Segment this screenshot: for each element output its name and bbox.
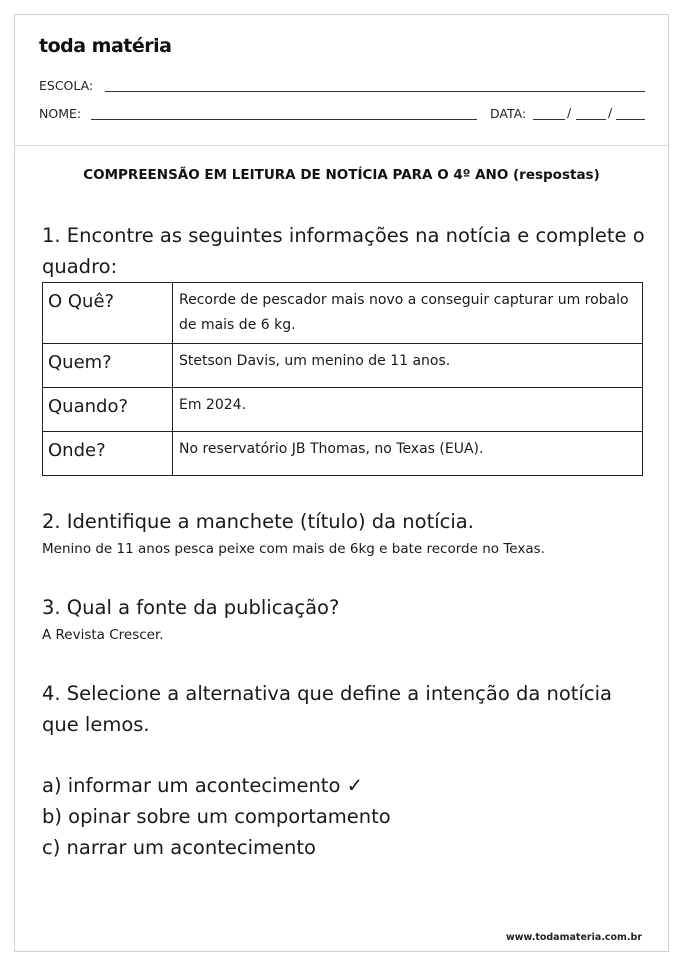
option-b: b) opinar sobre um comportamento	[42, 805, 391, 828]
table-row	[43, 388, 643, 432]
table-row	[43, 344, 643, 388]
answer-2: Menino de 11 anos pesca peixe com mais de 6kg e bate recorde no Texas.	[42, 541, 545, 557]
data-year-line	[616, 119, 645, 120]
answer-3: A Revista Crescer.	[42, 627, 164, 643]
page-title: COMPREENSÃO EM LEITURA DE NOTÍCIA PARA O 4º ANO (respostas)	[83, 167, 600, 183]
data-label: DATA:	[490, 106, 527, 121]
table-value: Recorde de pescador mais novo a conseguir capturar um robalo de mais de 6 kg.	[173, 283, 643, 344]
table-row	[43, 432, 643, 476]
table-value: Stetson Davis, um menino de 11 anos.	[173, 344, 643, 388]
data-month-line	[576, 119, 606, 120]
date-separator: /	[567, 105, 572, 120]
table-key: Quem?	[43, 344, 173, 388]
table-value: Em 2024.	[173, 388, 643, 432]
question-3: 3. Qual a fonte da publicação?	[42, 596, 340, 619]
data-day-line	[533, 119, 565, 120]
table-key: Onde?	[43, 432, 173, 476]
worksheet-page	[14, 14, 669, 952]
escola-field-line	[105, 91, 645, 92]
info-table	[42, 282, 643, 476]
option-c: c) narrar um acontecimento	[42, 836, 316, 859]
nome-field-line	[91, 119, 477, 120]
table-value: No reservatório JB Thomas, no Texas (EUA).	[173, 432, 643, 476]
table-row	[43, 283, 643, 344]
date-separator: /	[608, 105, 613, 120]
footer-url: www.todamateria.com.br	[505, 932, 642, 943]
question-2: 2. Identifique a manchete (título) da notícia.	[42, 510, 474, 533]
option-a: a) informar um acontecimento ✓	[42, 774, 363, 797]
question-1: 1. Encontre as seguintes informações na notícia e complete o quadro:	[42, 224, 645, 278]
nome-label: NOME:	[39, 106, 82, 121]
table-key: O Quê?	[43, 283, 173, 344]
question-4: 4. Selecione a alternativa que define a intenção da notícia que lemos.	[42, 682, 612, 736]
logo: toda matéria	[39, 35, 172, 57]
header-divider	[15, 145, 668, 146]
table-key: Quando?	[43, 388, 173, 432]
escola-label: ESCOLA:	[39, 78, 94, 93]
